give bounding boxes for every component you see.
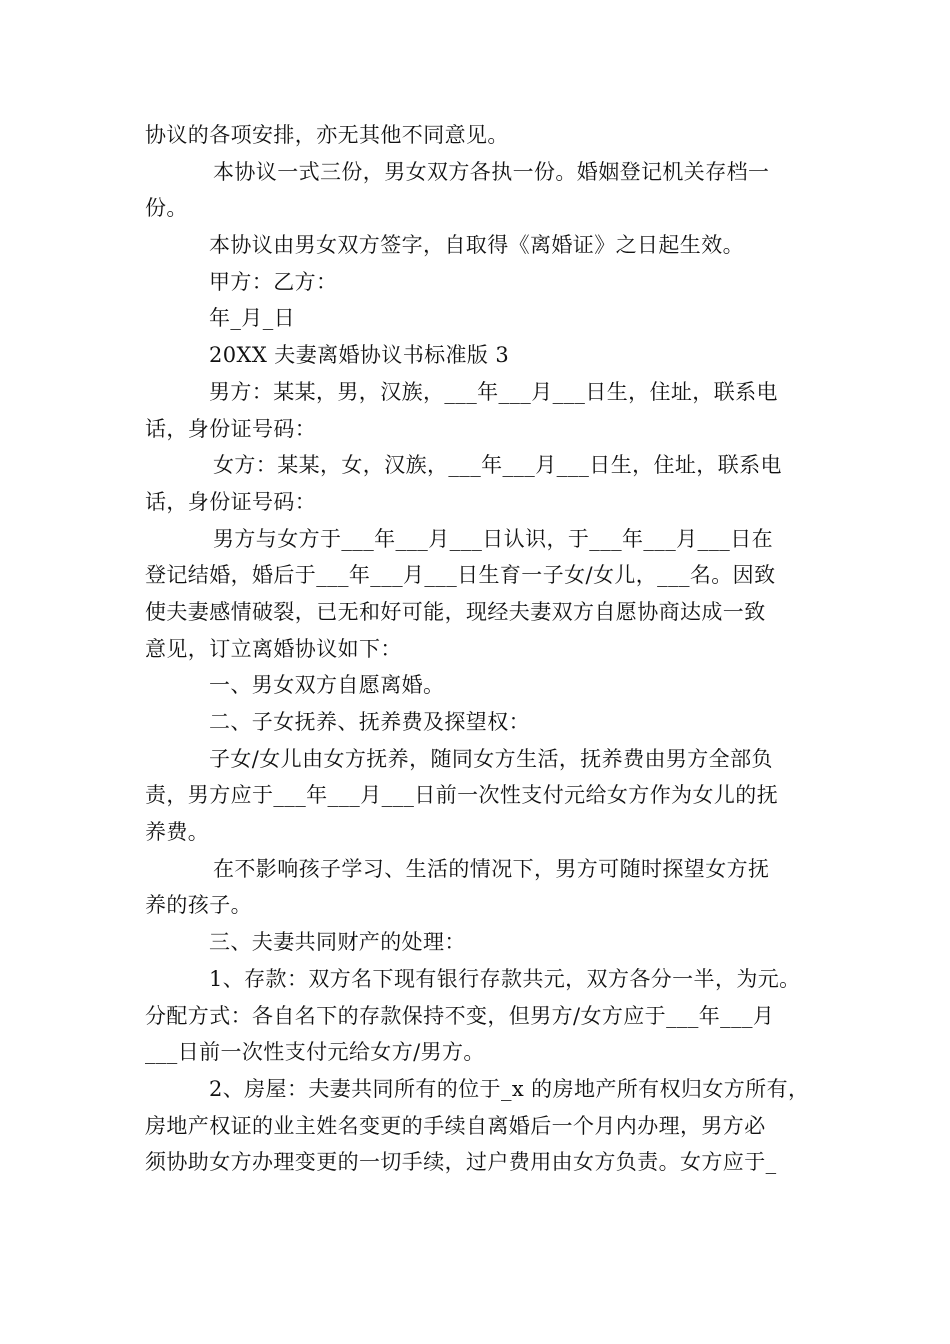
paragraph-line: 责，男方应于___年___月___日前一次性支付元给女方作为女儿的抚: [145, 783, 779, 808]
paragraph-line: 份。: [145, 196, 188, 221]
paragraph-line: 女方：某某，女，汉族，___年___月___日生，住址，联系电: [213, 453, 782, 478]
paragraph-line: 子女/女儿由女方抚养，随同女方生活，抚养费由男方全部负: [209, 746, 773, 771]
paragraph-line: 本协议一式三份，男女双方各执一份。婚姻登记机关存档一: [213, 159, 770, 184]
paragraph-line: 话，身份证号码：: [145, 489, 317, 514]
paragraph-line: 须协助女方办理变更的一切手续，过户费用由女方负责。女方应于_: [145, 1150, 777, 1175]
paragraph-line: ___日前一次性支付元给女方/男方。: [145, 1040, 485, 1065]
clause-heading: 二、子女抚养、抚养费及探望权：: [209, 710, 530, 734]
paragraph-line: 协议的各项安排，亦无其他不同意见。: [145, 123, 509, 147]
paragraph-line: 房地产权证的业主姓名变更的手续自离婚后一个月内办理，男方必: [145, 1113, 766, 1138]
paragraph-line: 分配方式：各自名下的存款保持不变，但男方/女方应于___年___月: [145, 1003, 775, 1028]
paragraph-line: 登记结婚，婚后于___年___月___日生育一子女/女儿，___名。因致: [145, 563, 776, 588]
date-line: 年_月_日: [209, 306, 295, 331]
paragraph-line: 2、房屋：夫妻共同所有的位于_x 的房地产所有权归女方所有，: [209, 1076, 810, 1101]
paragraph-line: 话，身份证号码：: [145, 416, 317, 441]
clause-heading: 三、夫妻共同财产的处理：: [209, 930, 466, 955]
paragraph-line: 男方：某某，男，汉族，___年___月___日生，住址，联系电: [209, 379, 778, 404]
paragraph-line: 养费。: [145, 820, 210, 845]
paragraph-line: 意见，订立离婚协议如下：: [145, 636, 402, 661]
document-body: [145, 117, 825, 1181]
paragraph-line: 在不影响孩子学习、生活的情况下，男方可随时探望女方抚: [213, 856, 770, 881]
paragraph-line: 男方与女方于___年___月___日认识，于___年___月___日在: [213, 526, 773, 551]
paragraph-line: 使夫妻感情破裂，已无和好可能，现经夫妻双方自愿协商达成一致: [145, 599, 766, 624]
paragraph-line: 1、存款：双方名下现有银行存款共元，双方各分一半，为元。: [209, 966, 801, 991]
clause-heading: 一、男女双方自愿离婚。: [209, 673, 445, 698]
paragraph-line: 养的孩子。: [145, 893, 252, 918]
signature-line: 甲方：乙方：: [209, 269, 338, 294]
section-title: 20XX 夫妻离婚协议书标准版 3: [209, 343, 510, 368]
paragraph-line: 本协议由男女双方签字，自取得《离婚证》之日起生效。: [209, 233, 744, 258]
